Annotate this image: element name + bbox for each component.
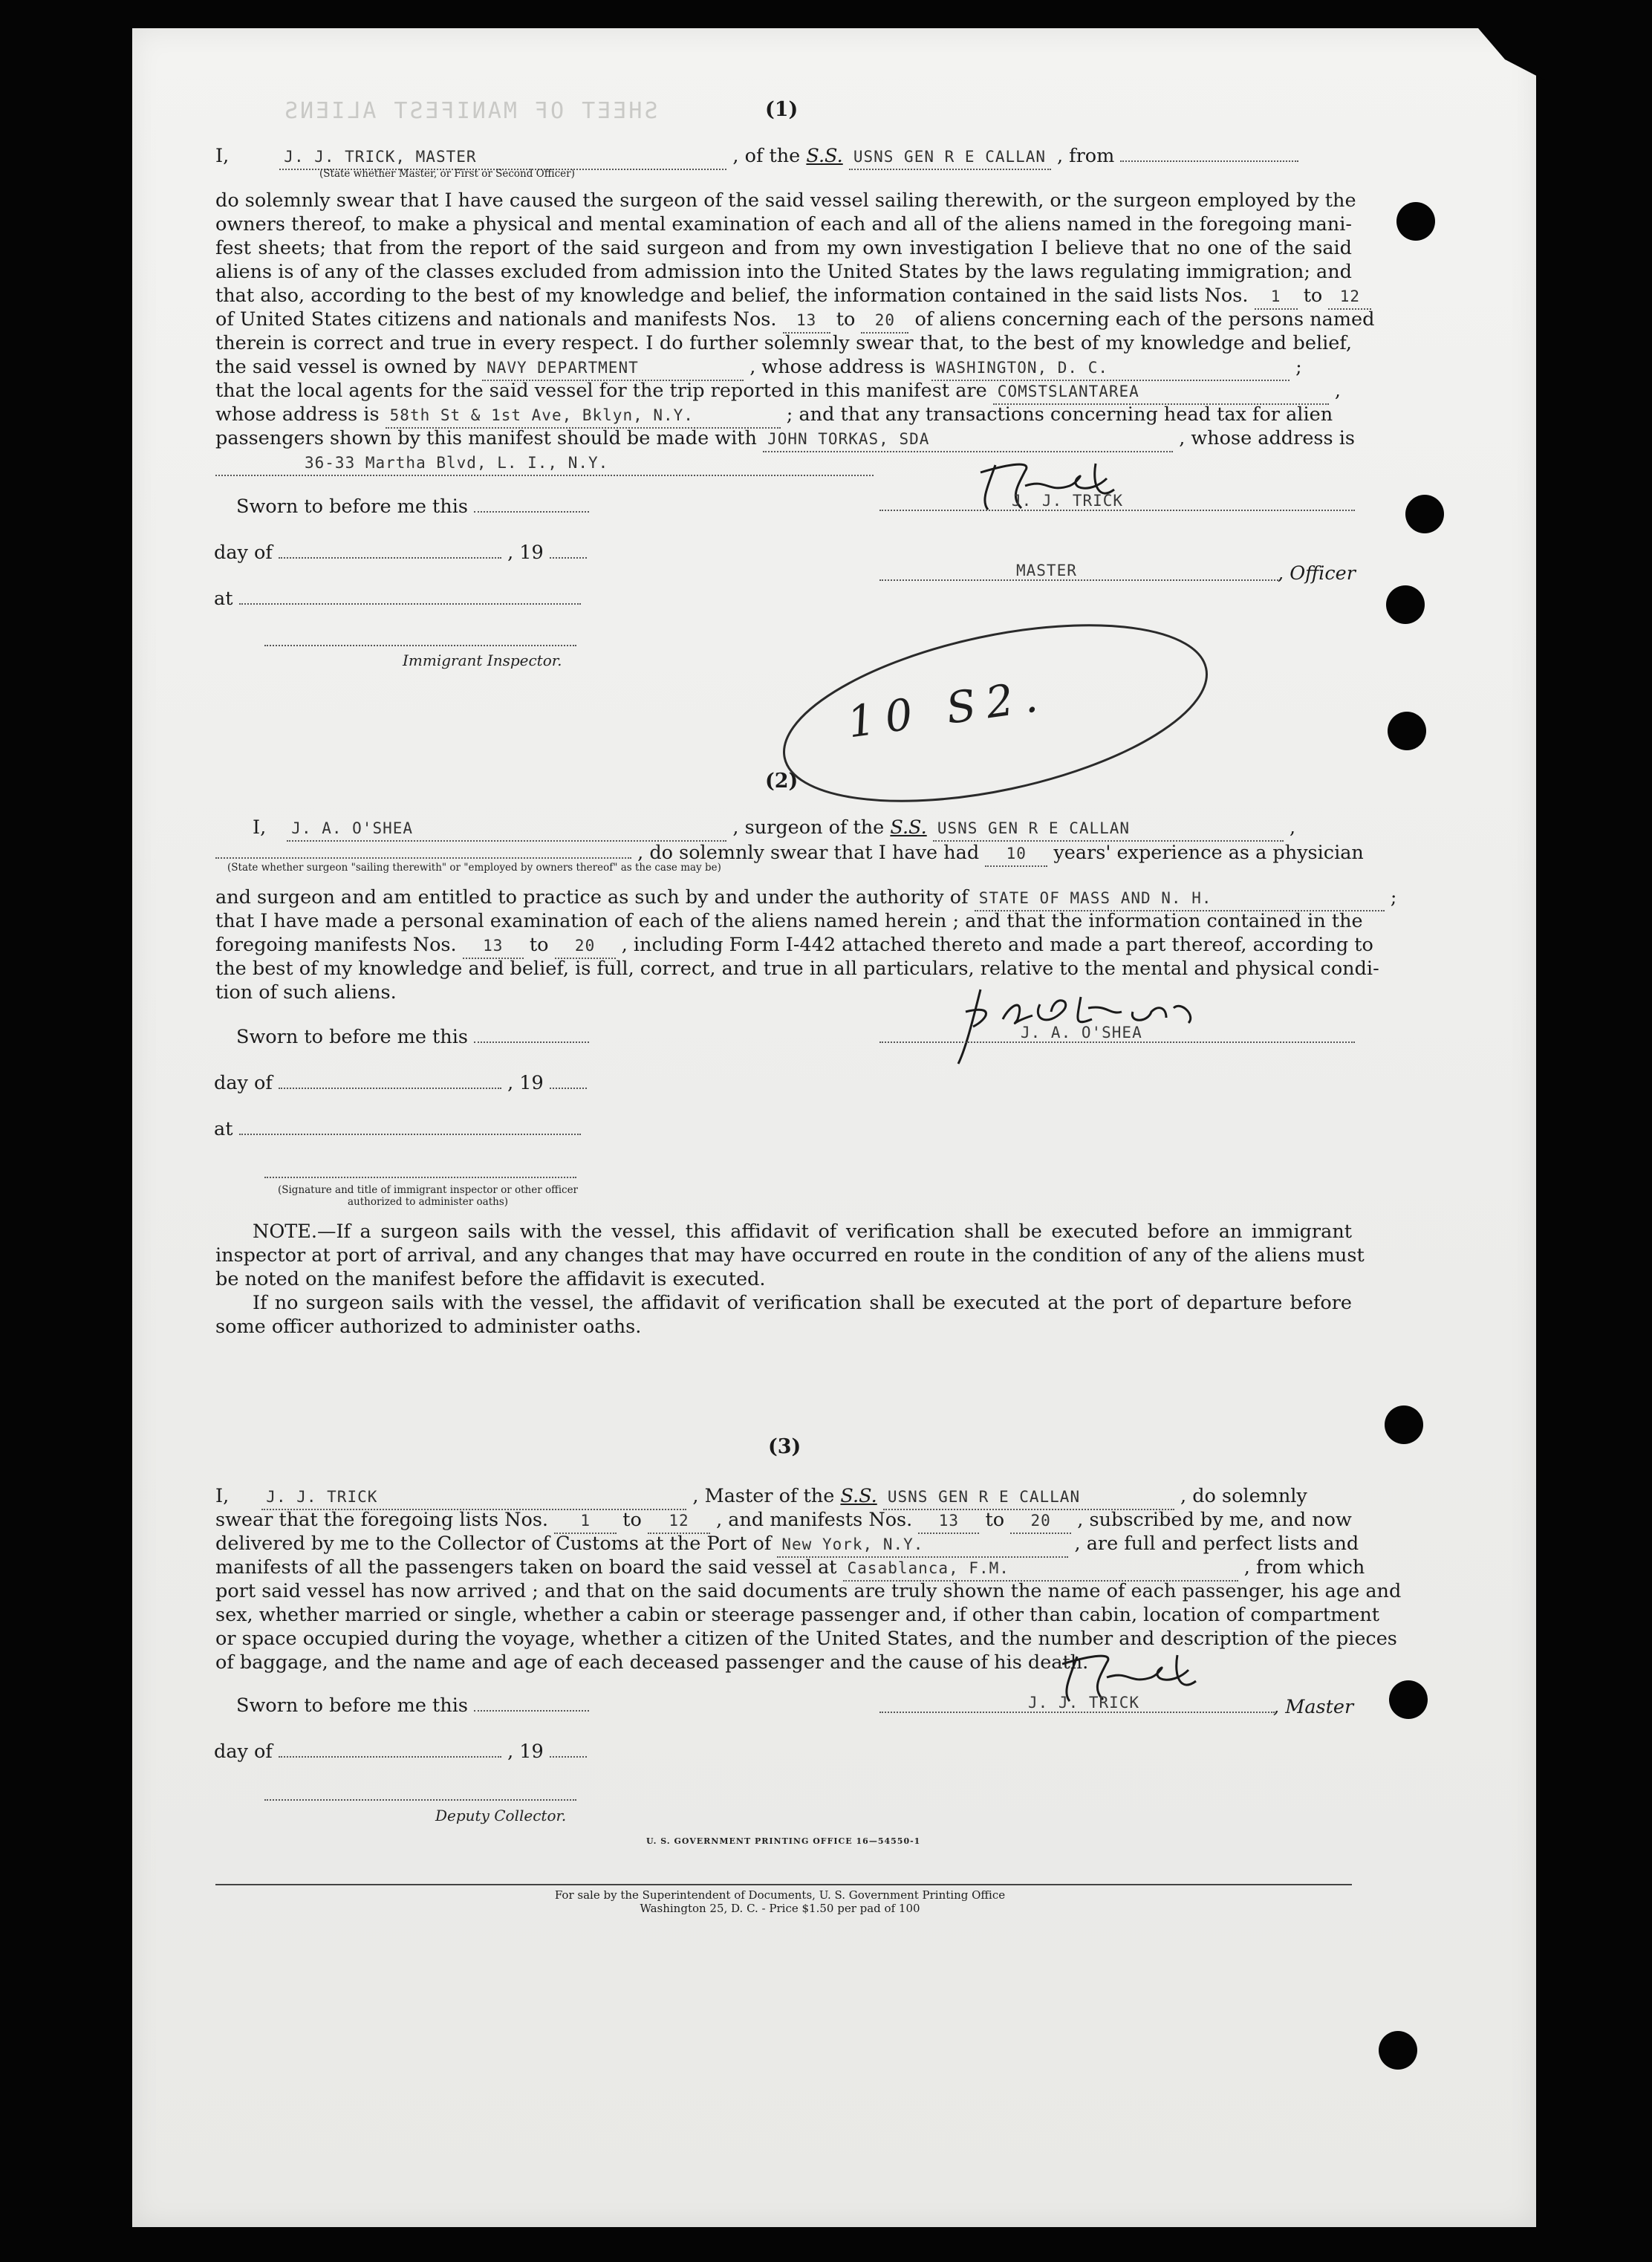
gpo-line: U. S. GOVERNMENT PRINTING OFFICE 16—54550-1 xyxy=(646,1836,921,1846)
owner-field: NAVY DEPARTMENT xyxy=(482,356,744,381)
binder-hole xyxy=(1396,202,1435,241)
authority-field: STATE OF MASS AND N. H. xyxy=(975,886,1385,911)
collector-label: Deputy Collector. xyxy=(435,1807,567,1824)
binder-hole xyxy=(1379,2031,1417,2070)
years-field: 10 xyxy=(985,842,1047,867)
master-typed-name: J. J. TRICK xyxy=(1012,492,1124,510)
binder-hole xyxy=(1405,495,1444,533)
master-name-field-3: J. J. TRICK xyxy=(261,1485,686,1510)
agents-field: COMSTSLANTAREA xyxy=(993,380,1329,405)
ss-mark: S.S. xyxy=(806,145,843,167)
section-3-number: (3) xyxy=(768,1435,801,1458)
footer-divider xyxy=(215,1884,1352,1885)
head-tax-address-field: 36-33 Martha Blvd, L. I., N.Y. xyxy=(215,451,874,476)
surgeon-typed-name: J. A. O'SHEA xyxy=(1021,1024,1142,1041)
officer-label: , Officer xyxy=(1278,562,1356,585)
officer-title: MASTER xyxy=(1016,562,1077,579)
bleed-through-text: SHEET OF MANIFEST ALIENS xyxy=(282,98,658,124)
master-label: , Master xyxy=(1273,1696,1354,1718)
section-2-number: (2) xyxy=(765,770,799,793)
master-typed-name-3: J. J. TRICK xyxy=(1028,1694,1140,1712)
note-paragraph: NOTE.—If a surgeon sails with the vessel, this affidavit of verification shall be executed before an immigrant xyxy=(253,1221,1352,1243)
agents-address-field: 58th St & 1st Ave, Bklyn, N.Y. xyxy=(386,403,781,429)
port-field: New York, N.Y. xyxy=(777,1533,1068,1558)
departure-port-field: Casablanca, F.M. xyxy=(843,1556,1238,1582)
inspector-label: Immigrant Inspector. xyxy=(403,651,562,669)
footer-line-2: Washington 25, D. C. - Price $1.50 per pad of 100 xyxy=(640,1902,920,1915)
surgeon-name-field: J. A. O'SHEA xyxy=(287,816,726,842)
binder-hole xyxy=(1388,712,1426,750)
head-tax-agent-field: JOHN TORKAS, SDA xyxy=(763,427,1173,452)
binder-hole xyxy=(1386,585,1425,624)
binder-hole xyxy=(1389,1680,1428,1719)
vessel-name-field: USNS GEN R E CALLAN xyxy=(849,145,1051,170)
owner-address-field: WASHINGTON, D. C. xyxy=(931,356,1290,381)
section-1-number: (1) xyxy=(765,98,799,121)
binder-hole xyxy=(1385,1405,1423,1444)
footer-line-1: For sale by the Superintendent of Documents, U. S. Government Printing Office xyxy=(554,1888,1006,1902)
s1-line-1: I, J. J. TRICK, MASTER , of the S.S. USNS GEN R E CALLAN , from xyxy=(215,143,1352,170)
master-name-field: J. J. TRICK, MASTER xyxy=(279,145,726,170)
master-hint: (State whether Master, or First or Second Officer) xyxy=(319,168,575,180)
signature-title-label: (Signature and title of immigrant inspector or other officer authorized to administer oaths) xyxy=(277,1184,579,1208)
stamp-handwriting: 10 S2. xyxy=(844,669,1051,748)
